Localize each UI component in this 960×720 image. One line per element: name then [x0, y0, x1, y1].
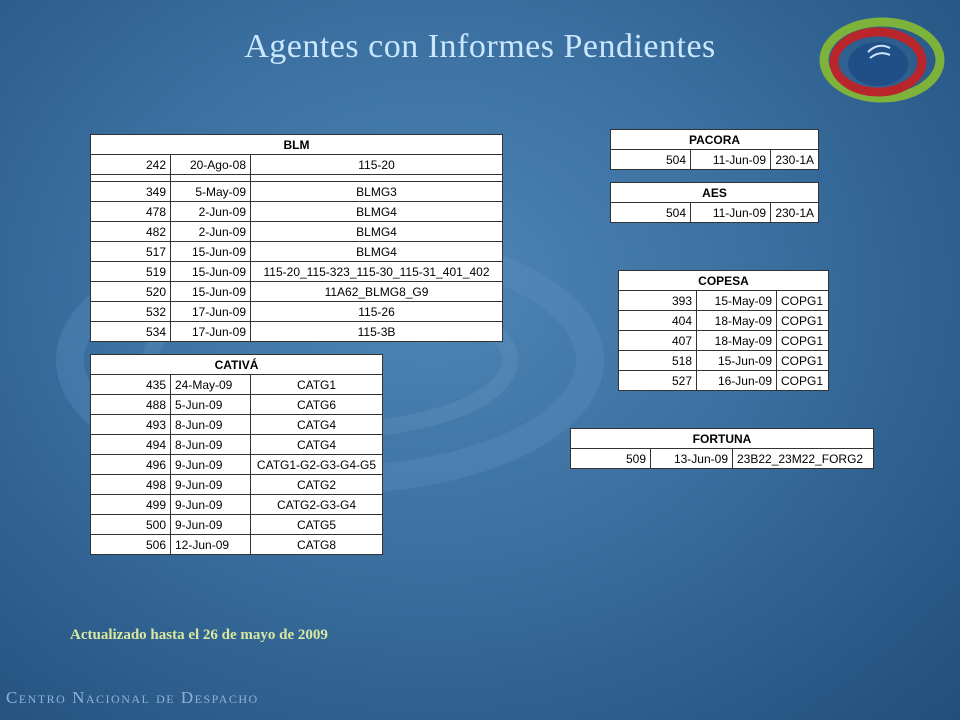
agent-number: 534	[91, 322, 171, 342]
fortuna-body	[571, 449, 874, 469]
report-item: 11A62_BLMG8_G9	[251, 282, 503, 302]
table-row	[611, 150, 819, 170]
report-date: 15-May-09	[697, 291, 777, 311]
report-item: 115-20_115-323_115-30_115-31_401_402	[251, 262, 503, 282]
page-title: Agentes con Informes Pendientes	[244, 28, 716, 65]
table-row	[91, 322, 503, 342]
report-item: BLMG4	[251, 202, 503, 222]
report-date: 9-Jun-09	[171, 495, 251, 515]
table-row	[91, 375, 383, 395]
report-date: 2-Jun-09	[171, 202, 251, 222]
copesa-body	[619, 291, 829, 391]
aes-header: AES	[611, 183, 819, 203]
blm-header: BLM	[91, 135, 503, 155]
report-item: COPG1	[777, 351, 829, 371]
report-date: 13-Jun-09	[651, 449, 733, 469]
pacora-table	[610, 129, 819, 170]
table-row	[91, 155, 503, 175]
report-date: 12-Jun-09	[171, 535, 251, 555]
cativa-header: CATIVÁ	[91, 355, 383, 375]
report-date: 2-Jun-09	[171, 222, 251, 242]
table-row	[619, 311, 829, 331]
table-row	[91, 515, 383, 535]
cativa-table	[90, 354, 383, 555]
agent-number: 499	[91, 495, 171, 515]
report-item: CATG4	[251, 415, 383, 435]
report-item: CATG5	[251, 515, 383, 535]
report-item: COPG1	[777, 331, 829, 351]
report-date: 11-Jun-09	[691, 203, 771, 223]
agent-number: 407	[619, 331, 697, 351]
report-date: 20-Ago-08	[171, 155, 251, 175]
report-date: 15-Jun-09	[171, 262, 251, 282]
report-item: 115-3B	[251, 322, 503, 342]
agent-number: 349	[91, 182, 171, 202]
report-item: COPG1	[777, 291, 829, 311]
table-row	[91, 535, 383, 555]
report-date: 5-May-09	[171, 182, 251, 202]
fortuna-header: FORTUNA	[571, 429, 874, 449]
agent-number: 527	[619, 371, 697, 391]
report-date: 17-Jun-09	[171, 302, 251, 322]
report-date: 5-Jun-09	[171, 395, 251, 415]
blm-table	[90, 134, 503, 342]
copesa-table	[618, 270, 829, 391]
report-item: COPG1	[777, 371, 829, 391]
table-row	[91, 395, 383, 415]
report-item: CATG1-G2-G3-G4-G5	[251, 455, 383, 475]
report-date: 16-Jun-09	[697, 371, 777, 391]
agent-number: 509	[571, 449, 651, 469]
agent-number: 517	[91, 242, 171, 262]
copesa-header: COPESA	[619, 271, 829, 291]
report-item: BLMG4	[251, 222, 503, 242]
table-row	[91, 182, 503, 202]
table-row	[91, 495, 383, 515]
report-item: BLMG3	[251, 182, 503, 202]
agent-number: 482	[91, 222, 171, 242]
report-item: CATG1	[251, 375, 383, 395]
report-item: CATG6	[251, 395, 383, 415]
table-row	[91, 262, 503, 282]
report-date: 8-Jun-09	[171, 435, 251, 455]
report-date: 24-May-09	[171, 375, 251, 395]
table-row	[619, 291, 829, 311]
agent-number: 506	[91, 535, 171, 555]
report-date: 9-Jun-09	[171, 455, 251, 475]
report-item: 115-20	[251, 155, 503, 175]
agent-number: 518	[619, 351, 697, 371]
table-row	[619, 331, 829, 351]
agent-number: 532	[91, 302, 171, 322]
table-row	[91, 302, 503, 322]
table-row	[571, 449, 874, 469]
report-date: 15-Jun-09	[171, 242, 251, 262]
pacora-header: PACORA	[611, 130, 819, 150]
agent-number: 496	[91, 455, 171, 475]
report-date: 15-Jun-09	[697, 351, 777, 371]
agent-number: 520	[91, 282, 171, 302]
report-date: 8-Jun-09	[171, 415, 251, 435]
cativa-body	[91, 375, 383, 555]
report-item: 230-1A	[771, 203, 819, 223]
report-item: CATG8	[251, 535, 383, 555]
report-date: 15-Jun-09	[171, 282, 251, 302]
aes-body	[611, 203, 819, 223]
table-row	[91, 202, 503, 222]
report-item: CATG4	[251, 435, 383, 455]
agent-number: 500	[91, 515, 171, 535]
report-item: 230-1A	[771, 150, 819, 170]
report-item: CATG2	[251, 475, 383, 495]
table-row	[619, 351, 829, 371]
table-row	[91, 415, 383, 435]
report-date: 9-Jun-09	[171, 475, 251, 495]
fortuna-table	[570, 428, 874, 469]
agent-number: 504	[611, 150, 691, 170]
report-item: CATG2-G3-G4	[251, 495, 383, 515]
brand-text: Centro Nacional de Despacho	[6, 688, 259, 707]
table-row	[611, 203, 819, 223]
report-date: 9-Jun-09	[171, 515, 251, 535]
agent-number: 504	[611, 203, 691, 223]
table-row	[91, 435, 383, 455]
pacora-body	[611, 150, 819, 170]
report-date: 18-May-09	[697, 331, 777, 351]
agent-number: 393	[619, 291, 697, 311]
update-note: Actualizado hasta el 26 de mayo de 2009	[70, 627, 328, 643]
table-row	[91, 222, 503, 242]
agent-number: 498	[91, 475, 171, 495]
report-date: 11-Jun-09	[691, 150, 771, 170]
table-row	[91, 242, 503, 262]
agent-number: 488	[91, 395, 171, 415]
table-row	[91, 475, 383, 495]
agent-number: 519	[91, 262, 171, 282]
agent-number: 494	[91, 435, 171, 455]
agent-number: 435	[91, 375, 171, 395]
agent-number: 242	[91, 155, 171, 175]
table-row	[619, 371, 829, 391]
report-item: 23B22_23M22_FORG2	[733, 449, 874, 469]
agent-number: 493	[91, 415, 171, 435]
agent-number: 404	[619, 311, 697, 331]
agent-number: 478	[91, 202, 171, 222]
blm-body	[91, 182, 503, 342]
report-item: 115-26	[251, 302, 503, 322]
table-row	[91, 455, 383, 475]
report-item: BLMG4	[251, 242, 503, 262]
spacer-row	[91, 175, 503, 182]
report-date: 17-Jun-09	[171, 322, 251, 342]
company-logo	[816, 14, 946, 104]
table-row	[91, 282, 503, 302]
report-date: 18-May-09	[697, 311, 777, 331]
aes-table	[610, 182, 819, 223]
report-item: COPG1	[777, 311, 829, 331]
